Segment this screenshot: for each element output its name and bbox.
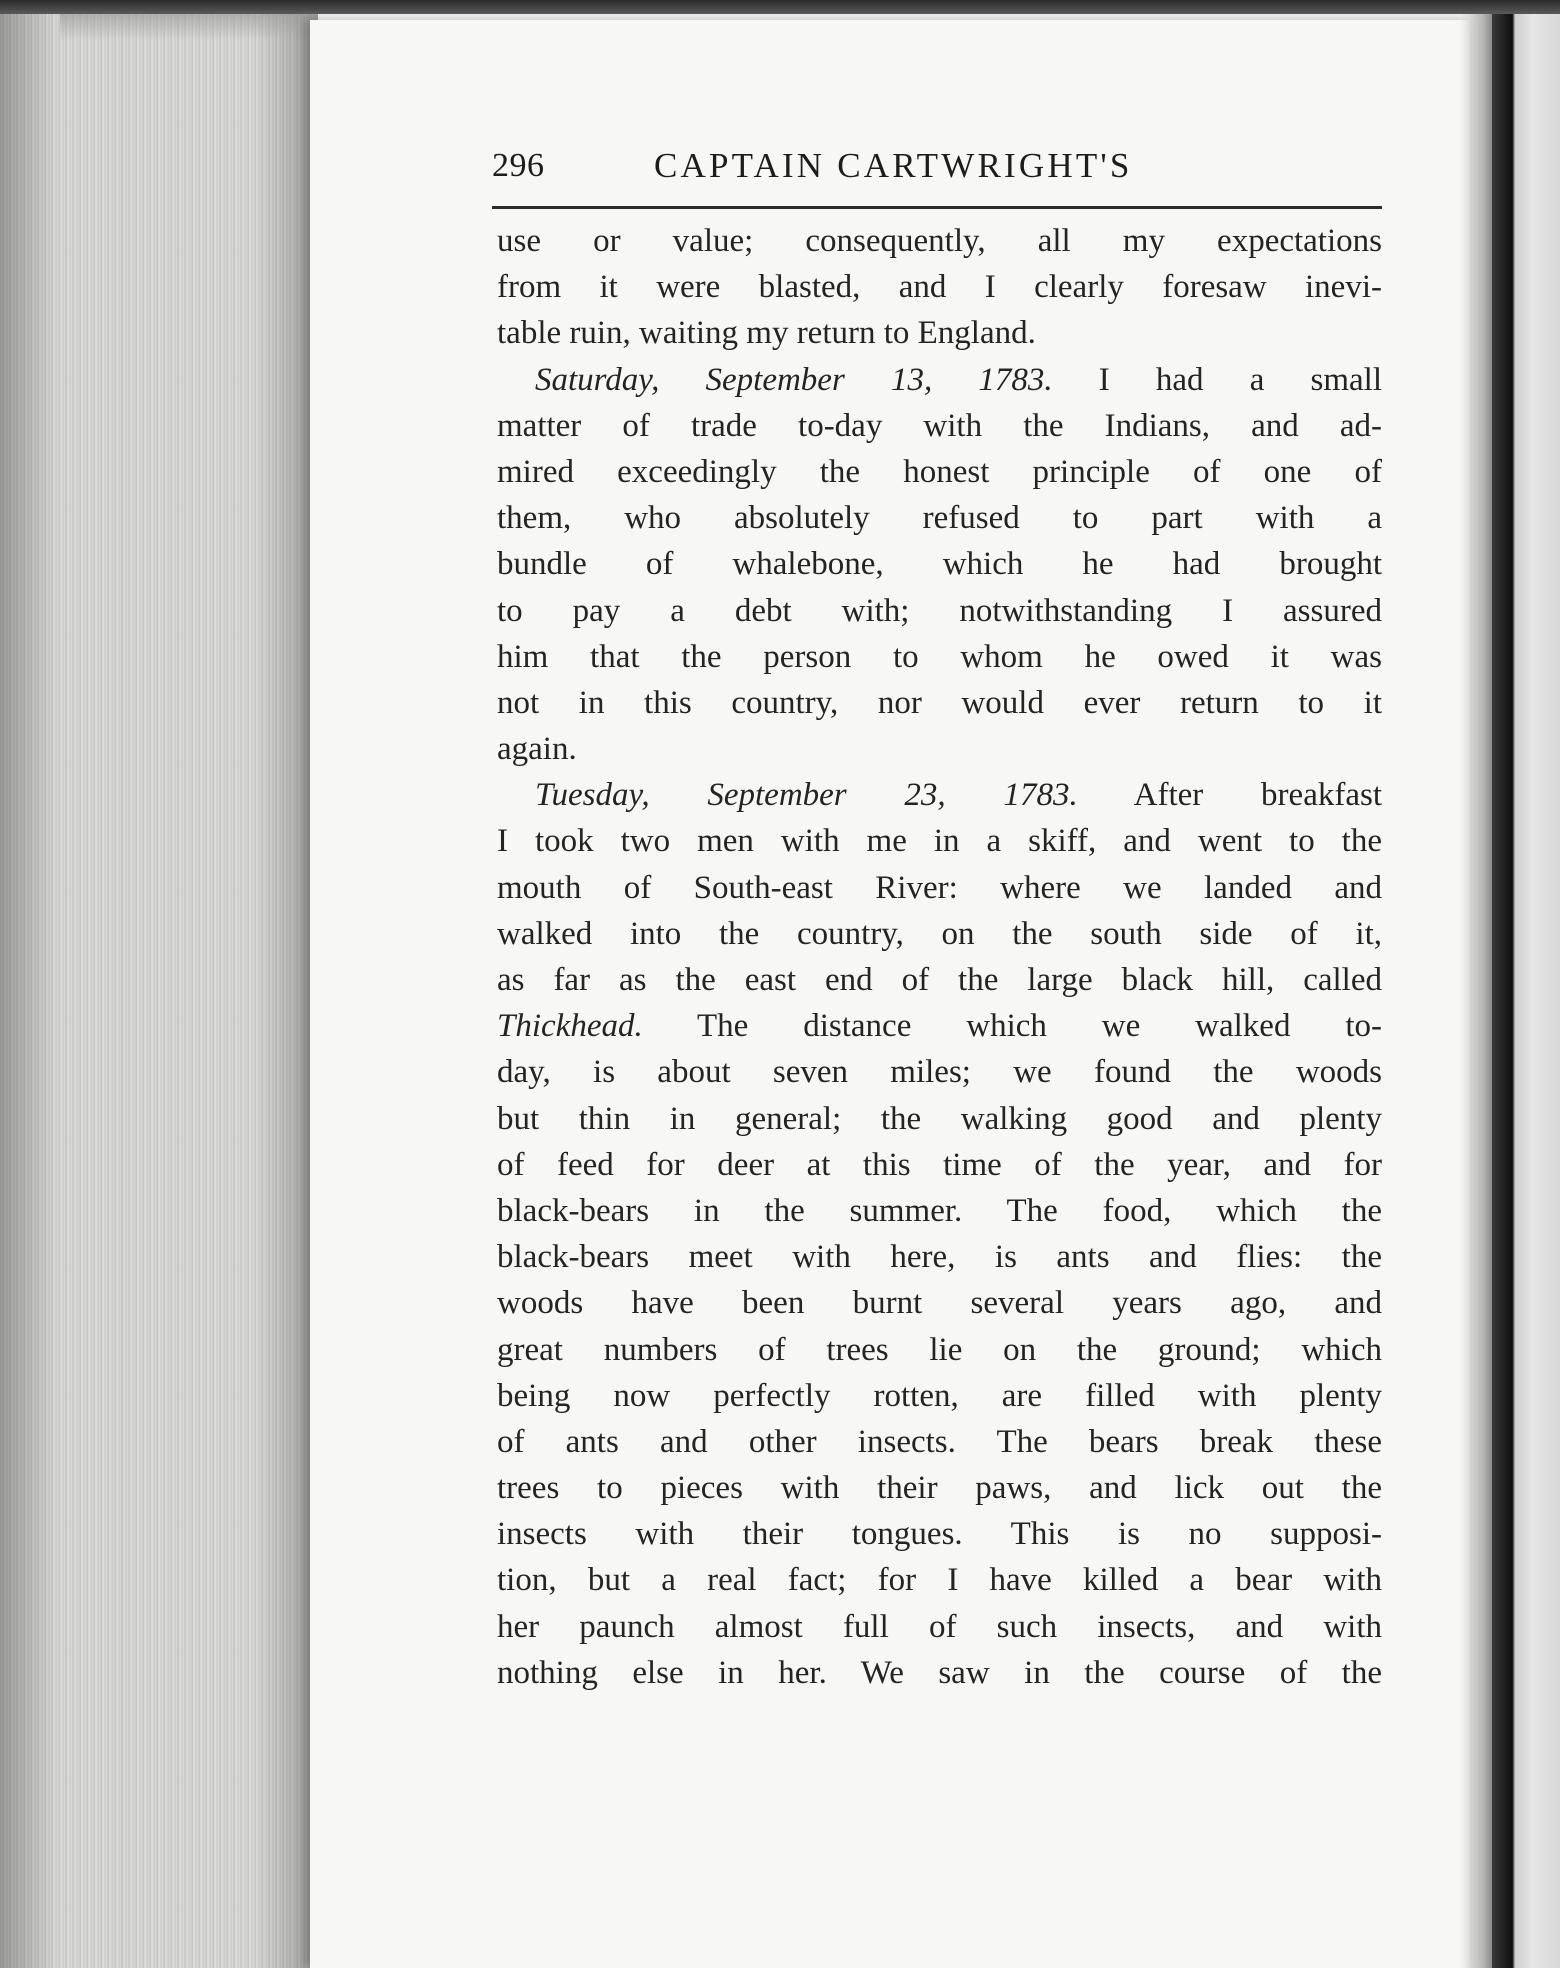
text-line: bundle of whalebone, which he had brought xyxy=(497,546,1382,583)
text-line: mouth of South-east River: where we landed and xyxy=(497,869,1382,906)
text-line: table ruin, waiting my return to England. xyxy=(497,315,1036,352)
scan-edge-top xyxy=(0,0,1560,14)
text-line: trees to pieces with their paws, and lick out the xyxy=(497,1470,1382,1507)
entry-date-line: Tuesday, September 23, 1783. After breakfast xyxy=(535,777,1382,814)
text-line: them, who absolutely refused to part with a xyxy=(497,500,1382,537)
scan-edge-right xyxy=(1492,0,1560,1968)
entry-date: Tuesday, September 23, 1783. xyxy=(535,777,1078,814)
text-line: woods have been burnt several years ago, and xyxy=(497,1285,1382,1322)
text-line: great numbers of trees lie on the ground; which xyxy=(497,1331,1382,1368)
text-line: her paunch almost full of such insects, and with xyxy=(497,1608,1382,1645)
page-edges xyxy=(0,0,318,1968)
header-rule xyxy=(492,206,1382,209)
place-name: Thickhead. xyxy=(497,1008,643,1045)
text-line: but thin in general; the walking good and plenty xyxy=(497,1100,1382,1137)
entry-date: Saturday, September 13, 1783. xyxy=(535,361,1053,398)
text-line: of ants and other insects. The bears break these xyxy=(497,1423,1382,1460)
text-line: matter of trade to-day with the Indians, and ad- xyxy=(497,407,1382,444)
text-line: from it were blasted, and I clearly foresaw inevi- xyxy=(497,269,1382,306)
text-line: nothing else in her. We saw in the course of the xyxy=(497,1654,1382,1691)
text-line: insects with their tongues. This is no supposi- xyxy=(497,1516,1382,1553)
text-line: use or value; consequently, all my expectations xyxy=(497,223,1382,259)
text-line: him that the person to whom he owed it was xyxy=(497,638,1382,675)
text-line: not in this country, nor would ever return to it xyxy=(497,684,1382,721)
page-number: 296 xyxy=(492,147,545,184)
running-head xyxy=(492,142,1382,190)
text-line: as far as the east end of the large black hill, called xyxy=(497,962,1382,998)
text-line: being now perfectly rotten, are filled with plenty xyxy=(497,1377,1382,1414)
entry-date-line: Saturday, September 13, 1783. I had a small xyxy=(535,361,1382,398)
text-line: mired exceedingly the honest principle of one of xyxy=(497,453,1382,490)
text-line: black-bears meet with here, is ants and flies: the xyxy=(497,1239,1382,1276)
text-line: walked into the country, on the south side of it, xyxy=(497,915,1382,952)
text-line: day, is about seven miles; we found the woods xyxy=(497,1054,1382,1091)
text-line: Thickhead. The distance which we walked to- xyxy=(497,1008,1382,1045)
text-line: tion, but a real fact; for I have killed a bear with xyxy=(497,1562,1382,1599)
text-line: I took two men with me in a skiff, and went to the xyxy=(497,823,1382,860)
text-line: again. xyxy=(497,731,577,768)
text-line: of feed for deer at this time of the year, and for xyxy=(497,1146,1382,1183)
text-line: to pay a debt with; notwithstanding I assured xyxy=(497,592,1382,629)
body-text xyxy=(497,218,1382,1696)
running-title: CAPTAIN CARTWRIGHT'S xyxy=(654,146,1133,185)
text-line: black-bears in the summer. The food, which the xyxy=(497,1192,1382,1229)
